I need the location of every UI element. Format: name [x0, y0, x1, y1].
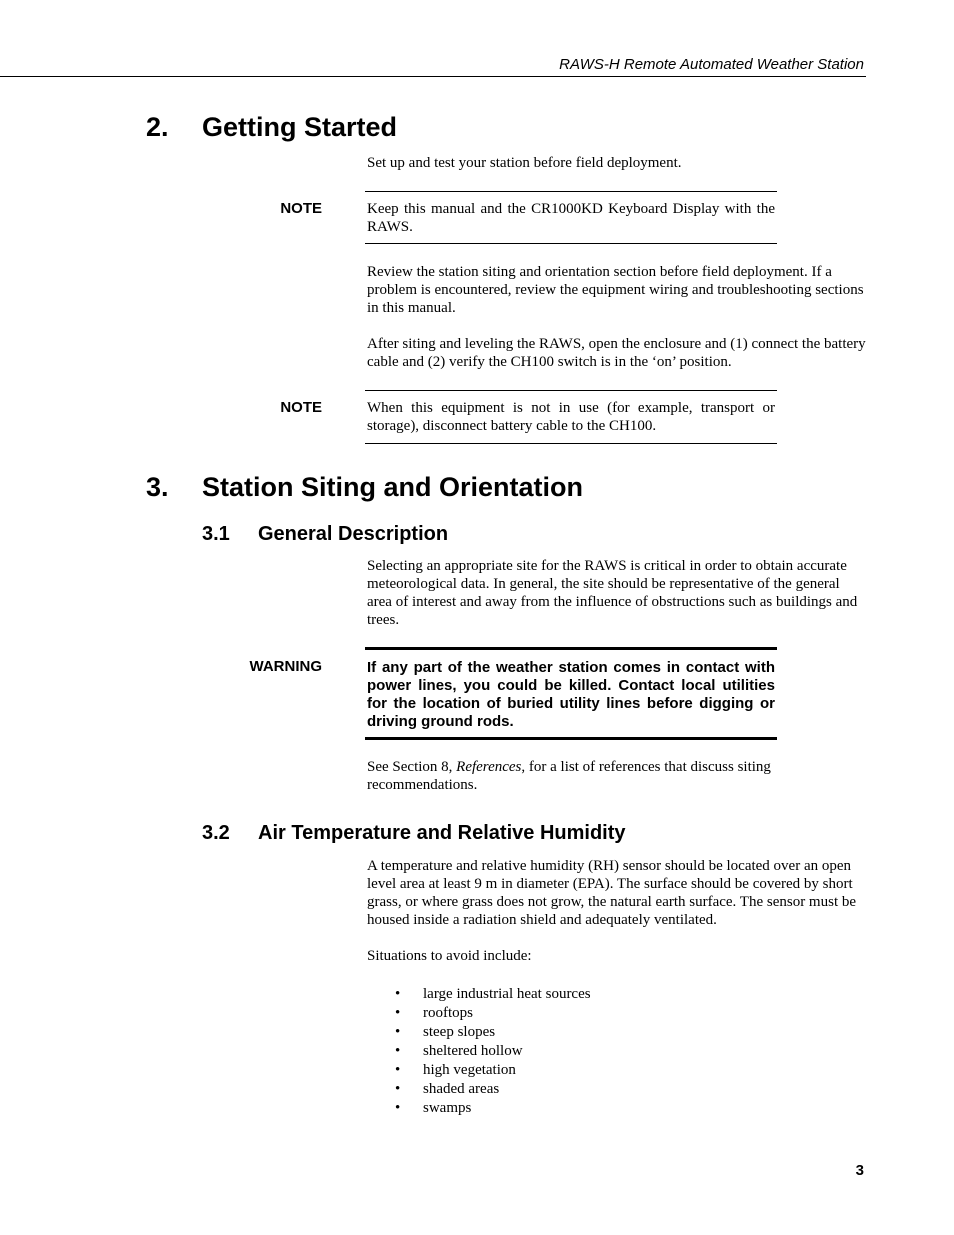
subsection-title: Air Temperature and Relative Humidity [258, 822, 626, 844]
intro-text: Set up and test your station before field deployment. [367, 155, 682, 171]
references-link: References [456, 759, 522, 775]
list-item-text: sheltered hollow [423, 1043, 523, 1059]
subsection-title: General Description [258, 523, 449, 545]
list-item [367, 1004, 767, 1023]
list-item-text: steep slopes [423, 1024, 496, 1040]
list-item [367, 1023, 767, 1042]
see-references-paragraph [367, 758, 867, 794]
warning-label: WARNING [249, 658, 322, 675]
running-header: RAWS-H Remote Automated Weather Station [559, 56, 864, 73]
list-item [367, 1061, 767, 1080]
paragraph: A temperature and relative humidity (RH) sensor should be located over an open level area at least 9 m in diameter (EPA). The surface should be covered by short grass, or where grass does not grow, the natural earth surface. The sensor must be housed inside a radiation shield and adequately ventilated. [367, 858, 857, 928]
note-box [365, 390, 777, 444]
paragraph: Selecting an appropriate site for the RAWS is critical in order to obtain accurate meteorological data. In general, the site should be representative of the general area of interest and away from the influence of obstructions such as buildings and trees. [367, 558, 858, 628]
paragraph: After siting and leveling the RAWS, open the enclosure and (1) connect the battery cable and (2) verify the CH100 switch is in the ‘on’ position. [367, 336, 866, 370]
subsection-number: 3.2 [202, 822, 230, 844]
paragraph [367, 758, 867, 794]
section-title: Getting Started [202, 112, 398, 142]
paragraph: Situations to avoid include: [367, 948, 532, 964]
list-item [367, 1099, 767, 1118]
section-number: 3. [146, 472, 169, 502]
text: See Section 8, [367, 759, 457, 775]
bullet-icon: • [395, 1005, 401, 1021]
general-description-paragraph [367, 557, 865, 629]
bullet-icon: • [395, 1024, 401, 1040]
warning-box [365, 647, 777, 740]
list-item [367, 985, 767, 1004]
bullet-icon: • [395, 1100, 401, 1116]
section-title: Station Siting and Orientation [202, 472, 583, 502]
bullet-icon: • [395, 986, 401, 1002]
section-number: 2. [146, 112, 169, 142]
intro-paragraph [367, 154, 867, 172]
bullet-icon: • [395, 1043, 401, 1059]
list-item [367, 1080, 767, 1099]
note-text: Keep this manual and the CR1000KD Keyboard Display with the RAWS. [367, 201, 775, 235]
list-item-text: rooftops [423, 1005, 473, 1021]
list-item [367, 1042, 767, 1061]
note-label: NOTE [280, 200, 322, 217]
list-item-text: shaded areas [423, 1081, 500, 1097]
note-text: When this equipment is not in use (for example, transport or storage), disconnect battery cable to the CH100. [367, 400, 775, 434]
body-paragraphs [367, 263, 867, 371]
list-item-text: high vegetation [423, 1062, 516, 1078]
paragraph: Review the station siting and orientation section before field deployment. If a problem is encountered, review the equipment wiring and troubleshooting sections in this manual. [367, 264, 864, 316]
bullet-icon: • [395, 1062, 401, 1078]
avoid-list [367, 985, 767, 1118]
list-item-text: swamps [423, 1100, 472, 1116]
warning-text: If any part of the weather station comes in contact with power lines, you could be killed. Contact local utilities for the location of buried utility lines before digging or driving ground rods. [367, 659, 775, 730]
note-box [365, 191, 777, 244]
text: , for a list of references that discuss siting recommendations. [367, 759, 771, 793]
list-item-text: large industrial heat sources [423, 986, 591, 1002]
air-temperature-paragraphs [367, 857, 865, 965]
note-label: NOTE [280, 399, 322, 416]
bullet-icon: • [395, 1081, 401, 1097]
header-rule [0, 76, 866, 77]
page-number: 3 [855, 1162, 864, 1179]
subsection-number: 3.1 [202, 523, 230, 545]
